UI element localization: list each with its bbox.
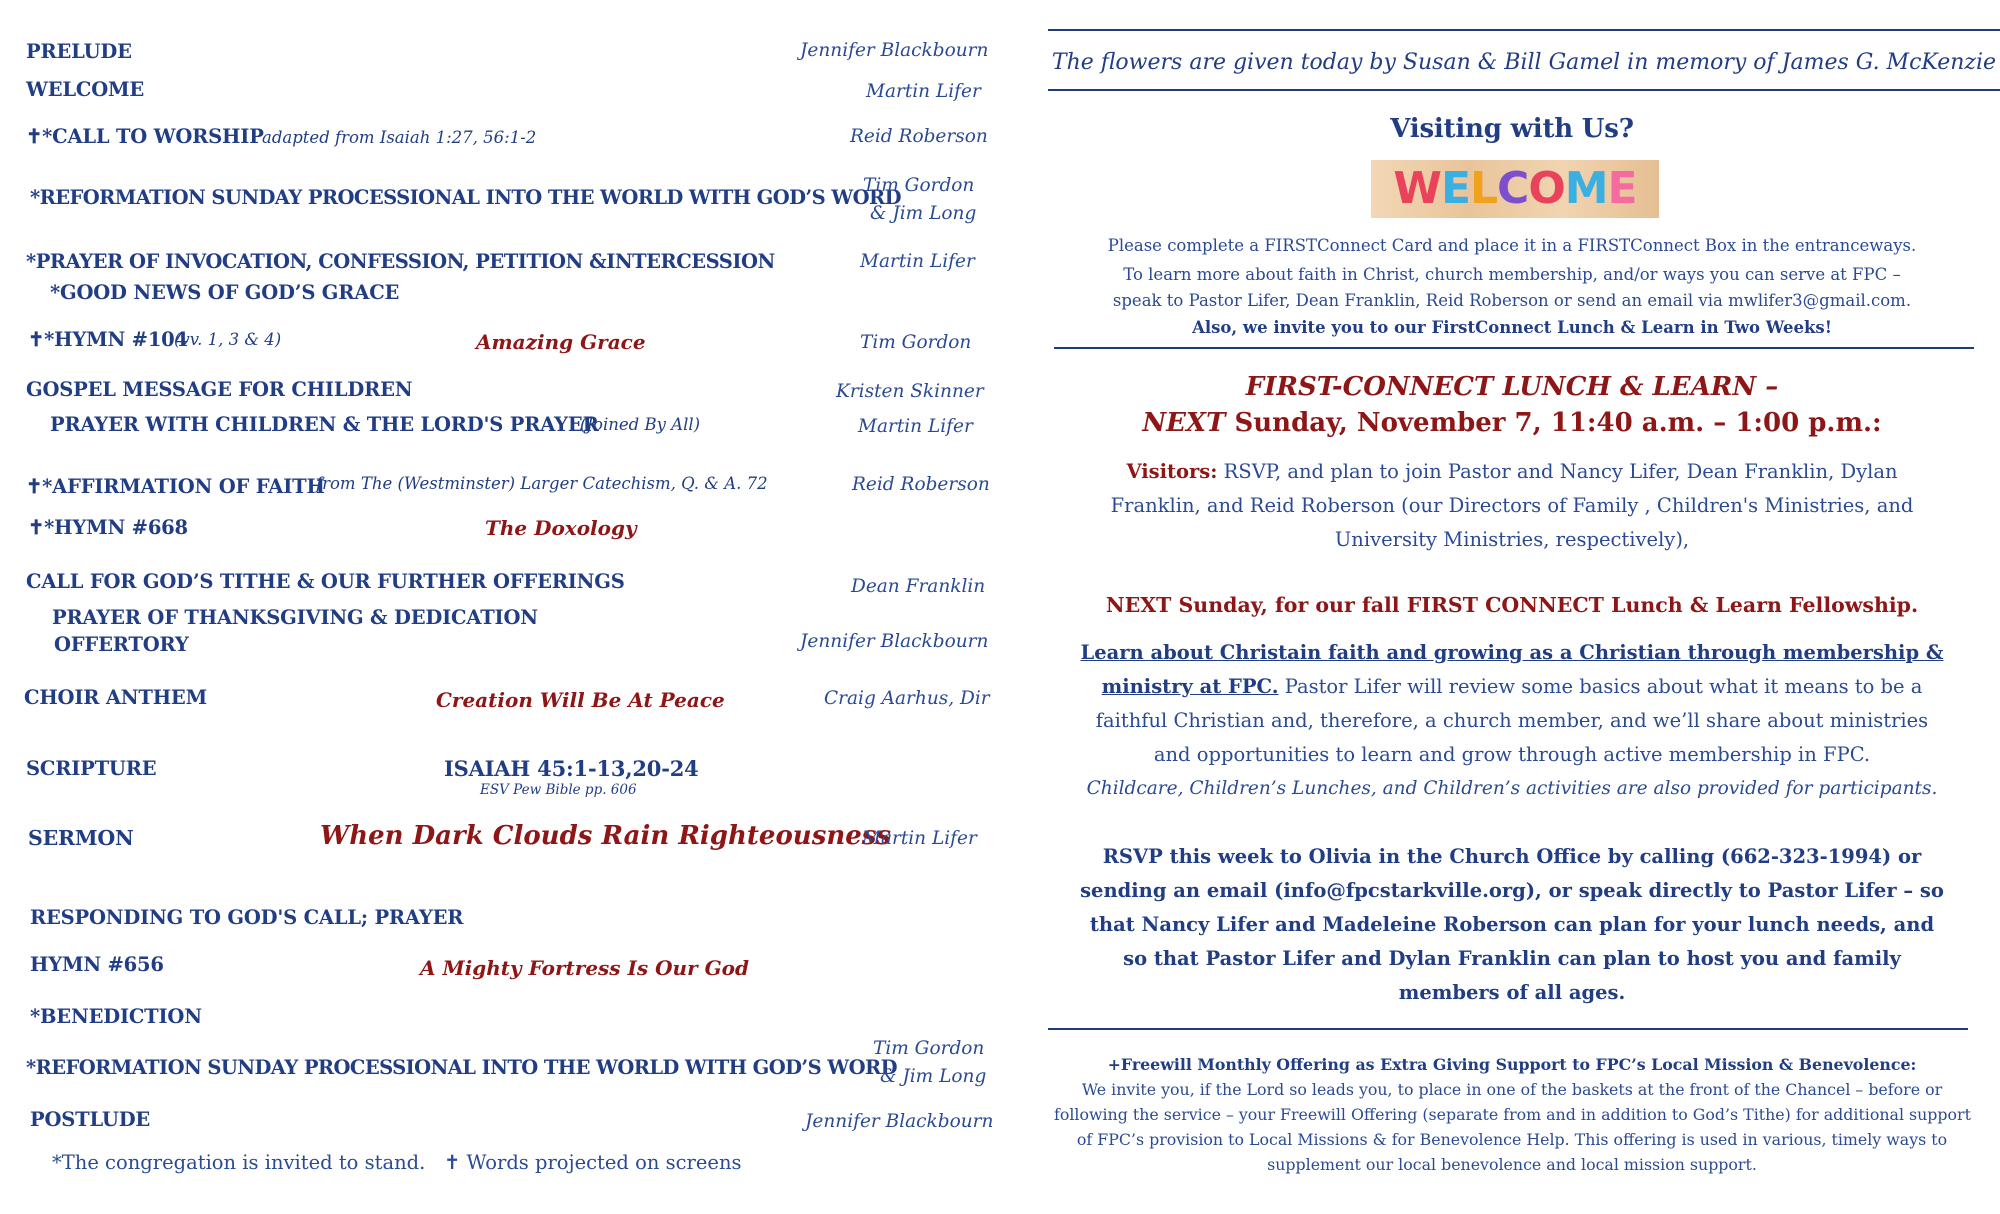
item-label: POSTLUDE	[30, 1108, 151, 1131]
learn-text: faithful Christian and, therefore, a church member, and we’ll share about ministries	[1095, 709, 1929, 732]
learn-text: and opportunities to learn and grow through active membership in FPC.	[1153, 743, 1871, 766]
welcome-letter: W	[1393, 163, 1441, 214]
item-label: PRAYER OF THANKSGIVING & DEDICATION	[52, 606, 538, 629]
visitors-label: Visitors:	[1126, 460, 1218, 483]
item-leader: Jennifer Blackbourn	[805, 1111, 994, 1132]
item-leader: Martin Lifer	[866, 81, 981, 102]
item-leader: Dean Franklin	[851, 576, 986, 597]
learn-text: Pastor Lifer will review some basics about what it means to be a	[1278, 675, 1923, 698]
freewill-text: We invite you, if the Lord so leads you, to place in one of the baskets at the front of the Chancel – before or	[1081, 1080, 1943, 1099]
item-leader: & Jim Long	[870, 203, 977, 224]
welcome-banner-image	[1371, 160, 1659, 218]
next-sunday-note: NEXT Sunday, for our fall FIRST CONNECT Lunch & Learn Fellowship.	[1105, 593, 1919, 617]
item-leader: Reid Roberson	[850, 126, 988, 147]
screens-footnote: ✝ Words projected on screens	[444, 1151, 742, 1174]
item-verses: (vv. 1, 3 & 4)	[174, 330, 282, 349]
item-leader: Tim Gordon	[873, 1038, 985, 1059]
stand-footnote: *The congregation is invited to stand.	[52, 1151, 426, 1174]
item-label: PRELUDE	[26, 40, 132, 63]
flowers-note: The flowers are given today by Susan & Bill Gamel in memory of James G. McKenzie	[1051, 50, 1997, 75]
item-label: *GOOD NEWS OF GOD’S GRACE	[50, 281, 400, 304]
rsvp-text: that Nancy Lifer and Madeleine Roberson can plan for your lunch needs, and	[1089, 913, 1935, 936]
visit-instructions: To learn more about faith in Christ, church membership, and/or ways you can serve at FPC –	[1123, 265, 1901, 284]
item-note: (Joined By All)	[580, 415, 701, 434]
item-label: ✝*HYMN #104	[28, 328, 188, 351]
childcare-note: Childcare, Children’s Lunches, and Children’s activities are also provided for participants.	[1086, 778, 1938, 799]
freewill-heading: +Freewill Monthly Offering as Extra Giving Support to FPC’s Local Mission & Benevolence:	[1107, 1055, 1917, 1074]
item-leader: Tim Gordon	[863, 175, 975, 196]
hymn-title: Amazing Grace	[476, 330, 646, 354]
visitors-text: Franklin, and Reid Roberson (our Directors of Family , Children's Ministries, and	[1110, 494, 1914, 517]
welcome-letter: M	[1564, 163, 1608, 214]
visitors-text: RSVP, and plan to join Pastor and Nancy Lifer, Dean Franklin, Dylan	[1217, 460, 1898, 483]
item-label: GOSPEL MESSAGE FOR CHILDREN	[26, 378, 413, 401]
visit-instructions: speak to Pastor Lifer, Dean Franklin, Reid Roberson or send an email via mwlifer3@gmail.com.	[1112, 291, 1912, 310]
welcome-letter: E	[1440, 163, 1470, 214]
item-label: WELCOME	[26, 78, 145, 101]
item-label: ✝*CALL TO WORSHIP	[26, 125, 264, 148]
item-label: *PRAYER OF INVOCATION, CONFESSION, PETITION &INTERCESSION	[26, 250, 775, 273]
lunch-date-heading	[1054, 408, 1970, 438]
divider	[1048, 1028, 1968, 1030]
rsvp-text: sending an email (info@fpcstarkville.org), or speak directly to Pastor Lifer – so	[1080, 879, 1944, 902]
item-leader: Martin Lifer	[858, 416, 973, 437]
item-leader: Craig Aarhus, Dir	[824, 688, 990, 709]
sermon-title: When Dark Clouds Rain Righteousness	[320, 821, 892, 851]
visitors-paragraph	[1054, 455, 1970, 557]
rsvp-text: RSVP this week to Olivia in the Church Office by calling (662-323-1994) or	[1102, 845, 1922, 868]
item-label: SERMON	[28, 826, 134, 850]
lunch-heading: FIRST-CONNECT LUNCH & LEARN –	[1245, 372, 1779, 402]
divider	[1054, 347, 1974, 349]
next-word: NEXT	[1142, 408, 1226, 438]
item-leader: Jennifer Blackbourn	[800, 40, 989, 61]
item-source: from The (Westminster) Larger Catechism, Q. & A. 72	[316, 474, 768, 493]
item-leader: Kristen Skinner	[836, 381, 984, 402]
item-source: adapted from Isaiah 1:27, 56:1-2	[262, 128, 537, 147]
item-label: RESPONDING TO GOD'S CALL; PRAYER	[30, 906, 464, 929]
hymn-title: The Doxology	[485, 516, 637, 540]
welcome-letter: L	[1470, 163, 1498, 214]
item-label: *REFORMATION SUNDAY PROCESSIONAL INTO THE WORLD WITH GOD’S WORD	[30, 186, 901, 209]
item-label: SCRIPTURE	[26, 757, 157, 780]
item-leader: & Jim Long	[880, 1066, 987, 1087]
freewill-text: supplement our local benevolence and local mission support.	[1267, 1155, 1757, 1174]
item-label: OFFERTORY	[54, 633, 189, 656]
item-leader: Martin Lifer	[862, 828, 977, 849]
freewill-paragraph	[1054, 1052, 1970, 1177]
item-leader: Jennifer Blackbourn	[800, 631, 989, 652]
item-label: ✝*HYMN #668	[28, 516, 188, 539]
learn-link[interactable]: Learn about Christain faith and growing as a Christian through membership &	[1080, 641, 1944, 664]
anthem-title: Creation Will Be At Peace	[436, 688, 725, 712]
item-label: HYMN #656	[30, 953, 164, 976]
welcome-letter: O	[1528, 163, 1565, 214]
item-label: *BENEDICTION	[30, 1005, 202, 1028]
rsvp-text: members of all ages.	[1398, 981, 1626, 1004]
rsvp-paragraph	[1054, 840, 1970, 1010]
learn-paragraph	[1054, 636, 1970, 806]
item-leader: Tim Gordon	[860, 332, 972, 353]
welcome-letter: E	[1607, 163, 1637, 214]
divider	[1048, 89, 2000, 91]
visiting-heading: Visiting with Us?	[1390, 114, 1634, 144]
lunch-date: Sunday, November 7, 11:40 a.m. – 1:00 p.m.:	[1225, 408, 1882, 438]
divider	[1048, 29, 2000, 31]
item-label: CHOIR ANTHEM	[24, 686, 207, 709]
visitors-text: University Ministries, respectively),	[1334, 528, 1690, 551]
item-label: *REFORMATION SUNDAY PROCESSIONAL INTO THE WORLD WITH GOD’S WORD	[26, 1056, 897, 1079]
scripture-page: ESV Pew Bible pp. 606	[480, 782, 637, 798]
freewill-text: following the service – your Freewill Offering (separate from and in addition to God’s Tithe) for additional support	[1054, 1105, 1971, 1124]
scripture-reference: ISAIAH 45:1-13,20-24	[444, 756, 699, 781]
welcome-letter: C	[1497, 163, 1529, 214]
visit-invitation: Also, we invite you to our FirstConnect Lunch & Learn in Two Weeks!	[1192, 318, 1832, 337]
hymn-title: A Mighty Fortress Is Our God	[420, 956, 749, 980]
visit-instructions: Please complete a FIRSTConnect Card and place it in a FIRSTConnect Box in the entranceways.	[1107, 236, 1917, 255]
item-label: ✝*AFFIRMATION OF FAITH	[26, 475, 325, 498]
rsvp-text: so that Pastor Lifer and Dylan Franklin can plan to host you and family	[1123, 947, 1901, 970]
item-label: PRAYER WITH CHILDREN & THE LORD'S PRAYER	[50, 413, 599, 436]
learn-link[interactable]: ministry at FPC.	[1101, 675, 1279, 698]
item-leader: Martin Lifer	[860, 251, 975, 272]
item-leader: Reid Roberson	[852, 474, 990, 495]
freewill-text: of FPC’s provision to Local Missions & for Benevolence Help. This offering is used in various, timely ways to	[1076, 1130, 1948, 1149]
item-label: CALL FOR GOD’S TITHE & OUR FURTHER OFFERINGS	[26, 570, 625, 593]
